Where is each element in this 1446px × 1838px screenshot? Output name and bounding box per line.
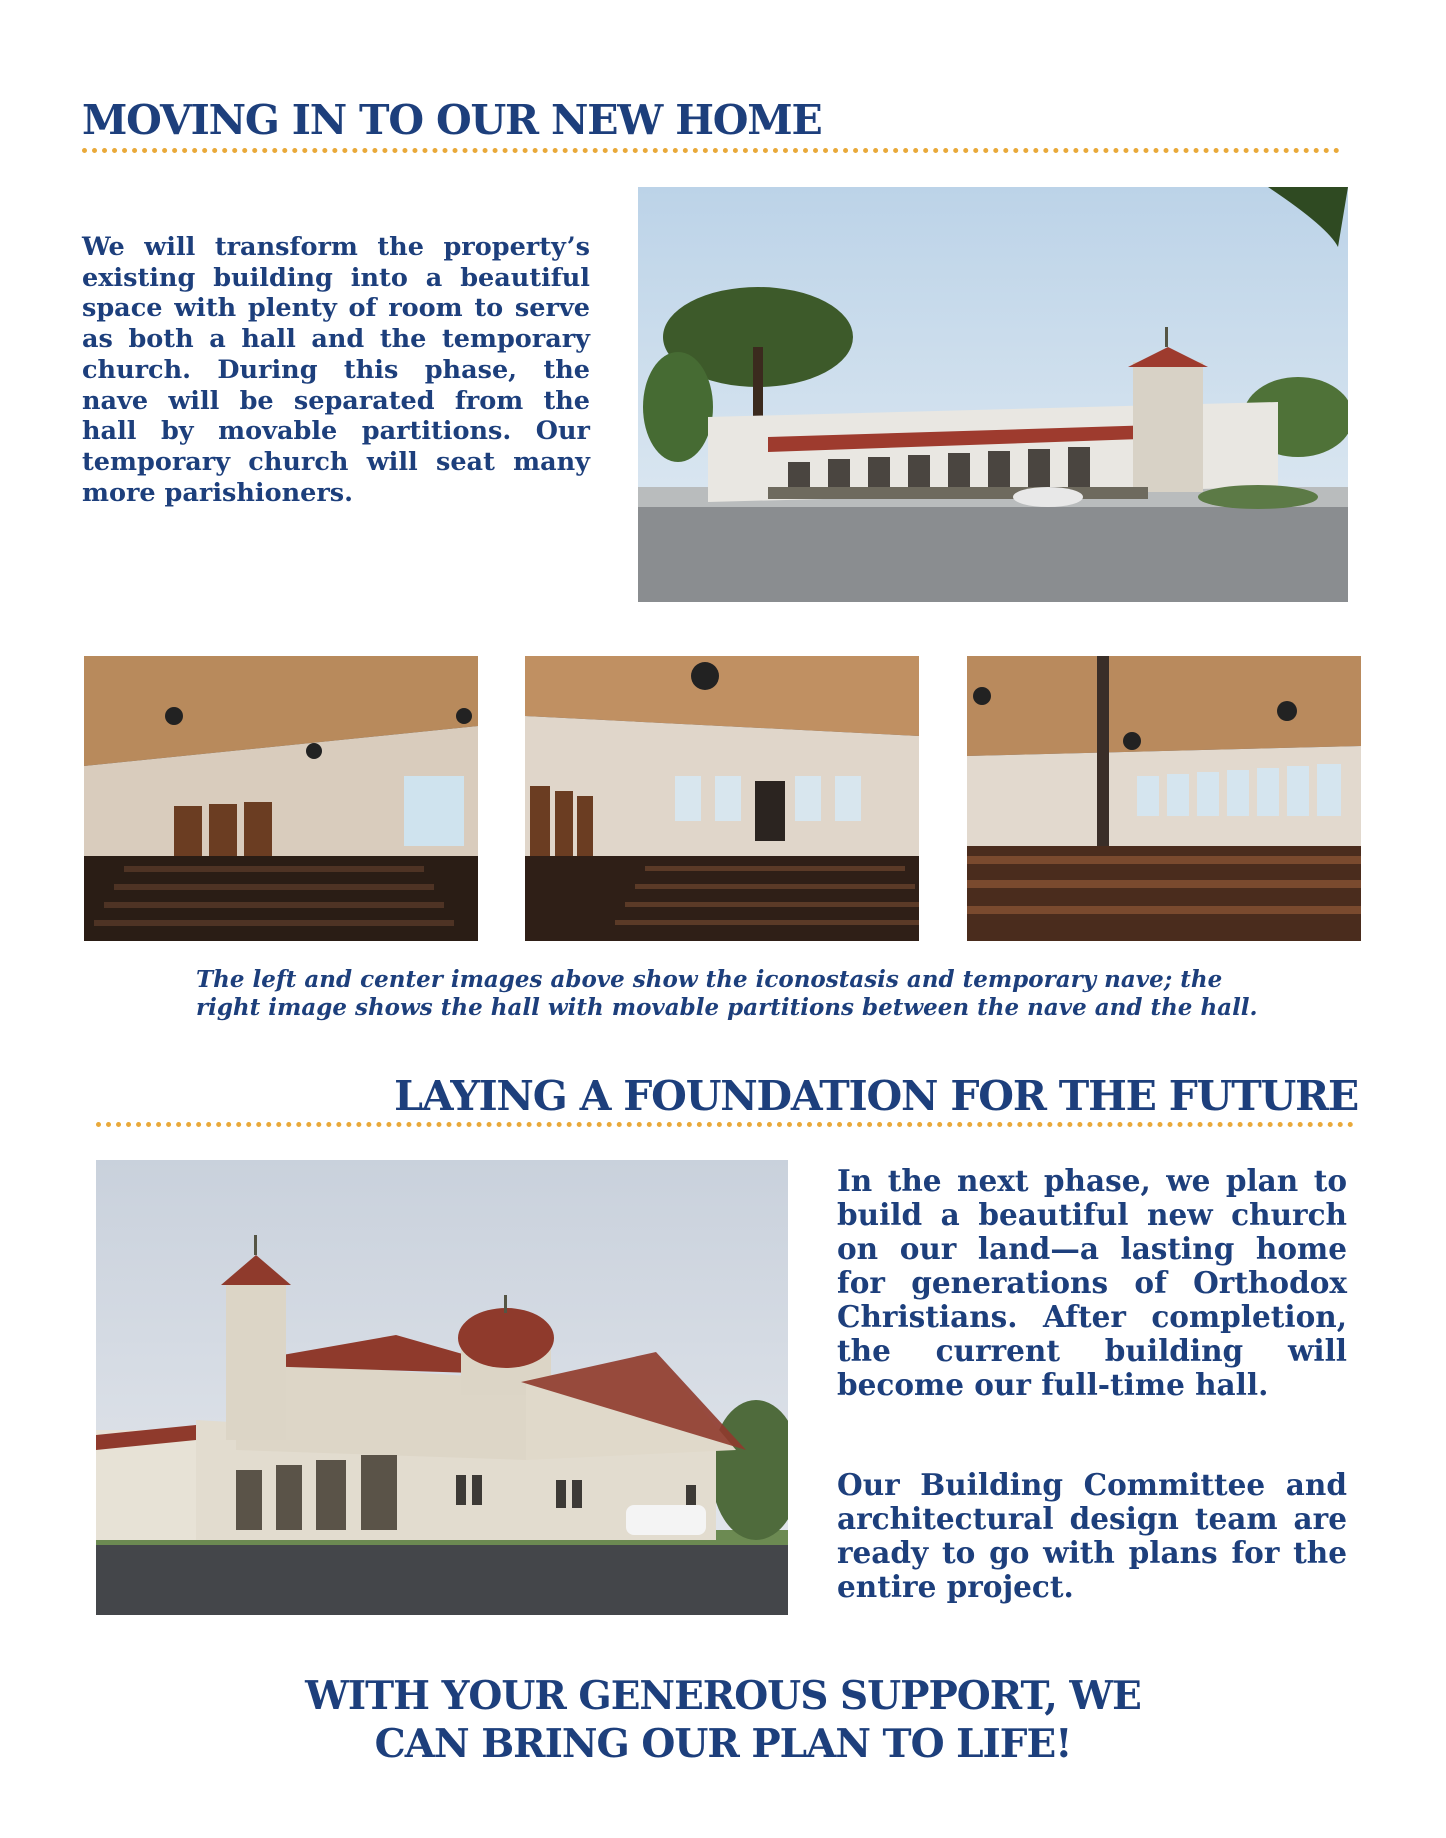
- closing-line1: WITH YOUR GENEROUS SUPPORT, WE: [305, 1673, 1141, 1719]
- interior-iconostasis-image: [84, 656, 478, 941]
- section2-paragraph2: Our Building Committee and architectural design team are ready to go with plans for the entire project.: [837, 1467, 1347, 1604]
- new-church-rendering-image: [96, 1160, 788, 1615]
- existing-building-exterior-image: [638, 187, 1348, 602]
- closing-line2: CAN BRING OUR PLAN TO LIFE!: [374, 1721, 1072, 1767]
- interior-nave-image: [525, 656, 919, 941]
- section2-heading: LAYING A FOUNDATION FOR THE FUTURE: [394, 1072, 1358, 1120]
- closing-callout: [223, 1672, 1223, 1768]
- section2-divider: [96, 1122, 1354, 1127]
- interior-hall-image: [967, 656, 1361, 941]
- section1-heading: MOVING IN TO OUR NEW HOME: [82, 96, 822, 144]
- section1-divider: [82, 148, 1340, 153]
- section2-paragraph1: In the next phase, we plan to build a beautiful new church on our land—a lasting home for generations of Orthodox Christians. After completion, the current building will become our full-time hall.: [837, 1163, 1347, 1402]
- section1-body: We will transform the property’s existing building into a beautiful space with plenty of room to serve as both a hall and the temporary church. During this phase, the nave will be separated from the hall by movable partitions. Our temporary church will seat many more parishioners.: [82, 232, 590, 508]
- interior-caption-line2: right image shows the hall with movable partitions between the nave and the hall.: [196, 994, 1258, 1021]
- interior-caption-line1: The left and center images above show the iconostasis and temporary nave; the: [196, 966, 1223, 993]
